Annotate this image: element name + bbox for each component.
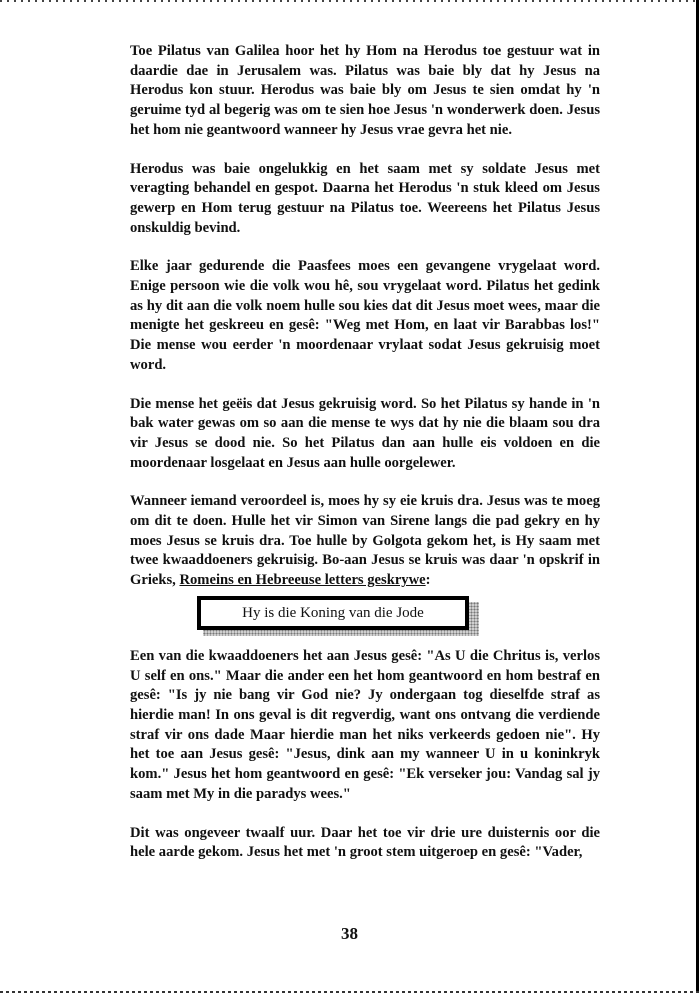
paragraph-paasfees: Elke jaar gedurende die Paasfees moes een gevangene vrygelaat word. Enige persoon wie die volk wou hê, sou vrygelaat word. Pilatus het gedink as hy dit aan die volk noem hulle sou kies dat dit Jesus moet wees, maar die menigte het geskreeu en gesê: "Weg met Hom, en laat vir Barabbas los!" Die mense wou eerder 'n moordenaar vrylaat sodat Jesus gekruisig moet word.	[130, 258, 600, 373]
paragraph-criminals: Een van die kwaaddoeners het aan Jesus gesê: "As U die Chritus is, verlos U self en ons." Maar die ander een het hom geantwoord en hom bestraf en gesê: "Is jy nie bang vir God nie? Jy ondergaan tog dieselfde straf as hierdie man! In ons geval is dit regverdig, want ons ontvang die verdiende straf vir ons dade Maar hierdie man het niks verkeerds gedoen nie". Hy het toe aan Jesus gesê: "Jesus, dink aan my wanneer U in u koninkryk kom." Jesus het hom geantwoord en gesê: "Ek verseker jou: Vandag sal jy saam met My in die paradys wees."	[130, 647, 600, 802]
page-number: 38	[341, 924, 358, 943]
page-body	[130, 42, 600, 863]
paragraph-crucifixion-underlined: Romeins en Hebreeuse letters geskrywe	[179, 572, 426, 589]
inscription-panel	[197, 596, 481, 638]
scan-edge-top	[0, 0, 699, 2]
paragraph-crucifixion	[130, 492, 600, 591]
inscription-text: Hy is die Koning van die Jode	[197, 596, 469, 630]
paragraph-darkness: Dit was ongeveer twaalf uur. Daar het toe vir drie ure duisternis oor die hele aarde gekom. Jesus het met 'n groot stem uitgeroep en gesê: "Vader,	[130, 824, 600, 861]
paragraph-pilatus-hands: Die mense het geëis dat Jesus gekruisig word. So het Pilatus sy hande in 'n bak water gewas om so aan die mense te wys dat hy nie die blaam sou dra vir Jesus se dood nie. So het Pilatus dan aan hulle eis voldoen en die moordenaar losgelaat en Jesus aan hulle oorgelewer.	[130, 395, 600, 471]
paragraph-herodus: Toe Pilatus van Galilea hoor het hy Hom na Herodus toe gestuur wat in daardie dae in Jerusalem was. Pilatus was baie bly dat hy Jesus na Herodus kon stuur. Herodus was baie bly om Jesus te sien omdat hy 'n geruime tyd al begerig was om te sien hoe Jesus 'n wonderwerk doen. Jesus het hom nie geantwoord wanneer hy Jesus vrae gevra het nie.	[130, 43, 600, 138]
paragraph-crucifixion-end: :	[425, 572, 431, 589]
paragraph-crucifixion-start: Wanneer iemand veroordeel is, moes hy sy eie kruis dra. Jesus was te moeg om dit te doen. Hulle het vir Simon van Sirene langs die pad gekry en hy moes Jesus se kruis dra. Toe hulle by Golgota gekom het, is Hy saam met twee kwaaddoeners gekruisig. Bo-aan Jesus se kruis was daar 'n opskrif in Grieks,	[130, 493, 600, 589]
paragraph-herodus-mockery: Herodus was baie ongelukkig en het saam met sy soldate Jesus met veragting behandel en gespot. Daarna het Herodus 'n stuk kleed om Jesus gewerp en Hom terug gestuur na Pilatus toe. Weereens het Pilatus Jesus onskuldig bevind.	[130, 160, 600, 236]
